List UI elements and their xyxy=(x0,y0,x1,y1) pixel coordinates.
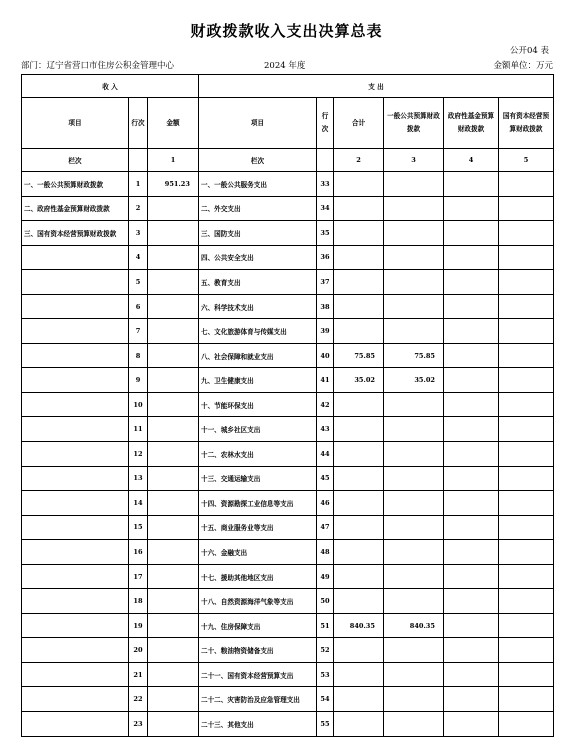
income-item-cell xyxy=(22,564,129,589)
table-row xyxy=(22,172,554,197)
income-item-header: 项目 xyxy=(22,98,129,149)
general-budget-cell xyxy=(384,221,444,246)
income-line-no-cell: 20 xyxy=(129,638,148,663)
state-capital-cell xyxy=(499,270,554,295)
expense-item-cell: 二、外交支出 xyxy=(199,196,317,221)
gov-fund-cell xyxy=(444,343,499,368)
total-cell xyxy=(334,270,384,295)
expense-item-cell: 二十一、国有资本经营预算支出 xyxy=(199,662,317,687)
gov-fund-cell xyxy=(444,613,499,638)
expense-line-no-header: 行次 xyxy=(317,98,334,149)
total-cell xyxy=(334,392,384,417)
income-line-no-cell: 17 xyxy=(129,564,148,589)
expense-line-no-cell: 43 xyxy=(317,417,334,442)
total-cell xyxy=(334,662,384,687)
income-item-cell xyxy=(22,515,129,540)
income-item-cell xyxy=(22,589,129,614)
total-header: 合计 xyxy=(334,98,384,149)
income-line-no-cell: 23 xyxy=(129,712,148,737)
gov-fund-cell xyxy=(444,417,499,442)
expense-item-cell: 十八、自然资源海洋气象等支出 xyxy=(199,589,317,614)
state-capital-cell xyxy=(499,368,554,393)
table-row xyxy=(22,221,554,246)
general-budget-cell xyxy=(384,564,444,589)
general-budget-cell xyxy=(384,540,444,565)
expense-item-cell: 八、社会保障和就业支出 xyxy=(199,343,317,368)
table-row xyxy=(22,613,554,638)
index-1: 1 xyxy=(148,149,199,172)
table-row xyxy=(22,564,554,589)
general-budget-cell xyxy=(384,466,444,491)
form-number: 公开04 表 xyxy=(509,46,549,56)
income-line-no-cell: 21 xyxy=(129,662,148,687)
page-title: 财政拨款收入支出决算总表 xyxy=(190,22,383,40)
total-cell: 75.85 xyxy=(334,343,384,368)
expense-line-no-cell: 51 xyxy=(317,613,334,638)
column-header-row xyxy=(22,98,554,149)
expense-line-no-cell: 34 xyxy=(317,196,334,221)
expense-item-cell: 一、一般公共服务支出 xyxy=(199,172,317,197)
total-cell xyxy=(334,515,384,540)
gov-fund-cell xyxy=(444,319,499,344)
general-budget-cell: 75.85 xyxy=(384,343,444,368)
income-item-cell xyxy=(22,294,129,319)
table-row xyxy=(22,712,554,737)
table-row xyxy=(22,417,554,442)
general-budget-cell: 840.35 xyxy=(384,613,444,638)
income-amount-cell xyxy=(148,245,199,270)
state-capital-cell xyxy=(499,687,554,712)
income-amount-cell: 951.23 xyxy=(148,172,199,197)
total-cell xyxy=(334,319,384,344)
income-item-cell xyxy=(22,270,129,295)
expense-header: 支 出 xyxy=(199,75,554,98)
index-label-right: 栏次 xyxy=(199,149,317,172)
income-line-no-header: 行次 xyxy=(129,98,148,149)
expense-line-no-cell: 48 xyxy=(317,540,334,565)
table-row xyxy=(22,491,554,516)
total-cell xyxy=(334,196,384,221)
total-cell xyxy=(334,221,384,246)
gov-fund-cell xyxy=(444,294,499,319)
total-cell xyxy=(334,417,384,442)
income-amount-cell xyxy=(148,221,199,246)
income-amount-cell xyxy=(148,589,199,614)
expense-item-header: 项目 xyxy=(199,98,317,149)
expense-item-cell: 七、文化旅游体育与传媒支出 xyxy=(199,319,317,344)
index-2: 2 xyxy=(334,149,384,172)
total-cell xyxy=(334,687,384,712)
general-budget-cell xyxy=(384,294,444,319)
expense-line-no-cell: 36 xyxy=(317,245,334,270)
expense-item-cell: 十一、城乡社区支出 xyxy=(199,417,317,442)
state-capital-cell xyxy=(499,712,554,737)
income-item-cell xyxy=(22,638,129,663)
gov-fund-cell xyxy=(444,466,499,491)
index-5: 5 xyxy=(499,149,554,172)
expense-item-cell: 二十、粮油物资储备支出 xyxy=(199,638,317,663)
income-line-no-cell: 8 xyxy=(129,343,148,368)
state-capital-cell xyxy=(499,564,554,589)
gov-fund-cell xyxy=(444,564,499,589)
total-cell xyxy=(334,589,384,614)
income-amount-cell xyxy=(148,294,199,319)
income-amount-cell xyxy=(148,319,199,344)
general-budget-cell xyxy=(384,270,444,295)
general-budget-cell xyxy=(384,712,444,737)
expense-line-no-cell: 49 xyxy=(317,564,334,589)
expense-item-cell: 九、卫生健康支出 xyxy=(199,368,317,393)
income-item-cell xyxy=(22,466,129,491)
general-budget-cell xyxy=(384,638,444,663)
general-budget-cell: 35.02 xyxy=(384,368,444,393)
income-amount-cell xyxy=(148,540,199,565)
income-line-no-cell: 1 xyxy=(129,172,148,197)
expense-item-cell: 十七、援助其他地区支出 xyxy=(199,564,317,589)
table-row xyxy=(22,392,554,417)
income-amount-cell xyxy=(148,564,199,589)
expense-line-no-cell: 37 xyxy=(317,270,334,295)
income-line-no-cell: 12 xyxy=(129,442,148,467)
general-budget-cell xyxy=(384,245,444,270)
income-item-cell xyxy=(22,368,129,393)
total-cell xyxy=(334,638,384,663)
gov-fund-cell xyxy=(444,491,499,516)
income-line-no-cell: 2 xyxy=(129,196,148,221)
expense-item-cell: 六、科学技术支出 xyxy=(199,294,317,319)
income-item-cell xyxy=(22,343,129,368)
department-label: 部门：辽宁省营口市住房公积金管理中心 xyxy=(21,61,175,71)
income-item-cell xyxy=(22,662,129,687)
state-capital-header: 国有资本经营预算财政拨款 xyxy=(499,98,554,149)
total-cell xyxy=(334,491,384,516)
total-cell xyxy=(334,245,384,270)
expense-item-cell: 五、教育支出 xyxy=(199,270,317,295)
table-row xyxy=(22,294,554,319)
expense-item-cell: 十三、交通运输支出 xyxy=(199,466,317,491)
general-budget-cell xyxy=(384,491,444,516)
income-amount-cell xyxy=(148,442,199,467)
expense-item-cell: 十二、农林水支出 xyxy=(199,442,317,467)
section-header-row xyxy=(22,75,554,98)
general-budget-cell xyxy=(384,589,444,614)
income-line-no-cell: 10 xyxy=(129,392,148,417)
state-capital-cell xyxy=(499,515,554,540)
income-line-no-cell: 11 xyxy=(129,417,148,442)
state-capital-cell xyxy=(499,442,554,467)
income-item-cell: 二、政府性基金预算财政拨款 xyxy=(22,196,129,221)
expense-item-cell: 十九、住房保障支出 xyxy=(199,613,317,638)
general-budget-cell xyxy=(384,319,444,344)
gov-fund-cell xyxy=(444,442,499,467)
table-row xyxy=(22,319,554,344)
table-row xyxy=(22,343,554,368)
income-item-cell xyxy=(22,613,129,638)
table-row xyxy=(22,466,554,491)
gov-fund-cell xyxy=(444,662,499,687)
income-amount-cell xyxy=(148,392,199,417)
report-meta xyxy=(21,59,553,71)
state-capital-cell xyxy=(499,540,554,565)
income-item-cell: 一、一般公共预算财政拨款 xyxy=(22,172,129,197)
state-capital-cell xyxy=(499,392,554,417)
income-amount-cell xyxy=(148,613,199,638)
state-capital-cell xyxy=(499,466,554,491)
total-cell xyxy=(334,294,384,319)
income-amount-cell xyxy=(148,368,199,393)
income-item-cell xyxy=(22,491,129,516)
income-item-cell xyxy=(22,245,129,270)
expense-line-no-cell: 35 xyxy=(317,221,334,246)
general-budget-cell xyxy=(384,515,444,540)
gov-fund-cell xyxy=(444,638,499,663)
table-row xyxy=(22,368,554,393)
total-cell xyxy=(334,442,384,467)
income-header: 收 入 xyxy=(22,75,199,98)
gov-fund-cell xyxy=(444,392,499,417)
table-row xyxy=(22,638,554,663)
general-budget-cell xyxy=(384,172,444,197)
income-item-cell xyxy=(22,687,129,712)
income-amount-cell xyxy=(148,515,199,540)
gov-fund-cell xyxy=(444,196,499,221)
expense-line-no-cell: 54 xyxy=(317,687,334,712)
state-capital-cell xyxy=(499,319,554,344)
income-line-no-cell: 15 xyxy=(129,515,148,540)
income-line-no-cell: 4 xyxy=(129,245,148,270)
table-row xyxy=(22,589,554,614)
expense-line-no-cell: 42 xyxy=(317,392,334,417)
general-budget-cell xyxy=(384,687,444,712)
general-budget-header: 一般公共预算财政拨款 xyxy=(384,98,444,149)
expense-item-cell: 十五、商业服务业等支出 xyxy=(199,515,317,540)
expense-line-no-cell: 44 xyxy=(317,442,334,467)
table-row xyxy=(22,196,554,221)
income-line-no-cell: 18 xyxy=(129,589,148,614)
table-row xyxy=(22,442,554,467)
unit-label: 金额单位：万元 xyxy=(493,61,553,71)
expense-line-no-cell: 46 xyxy=(317,491,334,516)
gov-fund-header: 政府性基金预算财政拨款 xyxy=(444,98,499,149)
income-amount-cell xyxy=(148,662,199,687)
income-amount-cell xyxy=(148,343,199,368)
expense-line-no-cell: 55 xyxy=(317,712,334,737)
expense-line-no-cell: 39 xyxy=(317,319,334,344)
total-cell xyxy=(334,712,384,737)
expense-item-cell: 三、国防支出 xyxy=(199,221,317,246)
state-capital-cell xyxy=(499,662,554,687)
gov-fund-cell xyxy=(444,368,499,393)
index-3: 3 xyxy=(384,149,444,172)
income-line-no-cell: 16 xyxy=(129,540,148,565)
income-item-cell xyxy=(22,417,129,442)
income-item-cell xyxy=(22,392,129,417)
gov-fund-cell xyxy=(444,589,499,614)
expense-item-cell: 二十三、其他支出 xyxy=(199,712,317,737)
expense-item-cell: 十四、资源勘探工业信息等支出 xyxy=(199,491,317,516)
table-row xyxy=(22,662,554,687)
expense-item-cell: 十六、金融支出 xyxy=(199,540,317,565)
state-capital-cell xyxy=(499,589,554,614)
income-line-no-cell: 6 xyxy=(129,294,148,319)
expense-line-no-cell: 38 xyxy=(317,294,334,319)
general-budget-cell xyxy=(384,442,444,467)
gov-fund-cell xyxy=(444,221,499,246)
expense-item-cell: 十、节能环保支出 xyxy=(199,392,317,417)
state-capital-cell xyxy=(499,196,554,221)
income-amount-cell xyxy=(148,687,199,712)
income-item-cell xyxy=(22,442,129,467)
state-capital-cell xyxy=(499,417,554,442)
total-cell xyxy=(334,172,384,197)
index-4: 4 xyxy=(444,149,499,172)
income-amount-cell xyxy=(148,196,199,221)
gov-fund-cell xyxy=(444,172,499,197)
column-index-row xyxy=(22,149,554,172)
index-empty-cell xyxy=(129,149,148,172)
expense-line-no-cell: 41 xyxy=(317,368,334,393)
gov-fund-cell xyxy=(444,712,499,737)
table-row xyxy=(22,270,554,295)
income-amount-cell xyxy=(148,270,199,295)
index-empty-cell xyxy=(317,149,334,172)
state-capital-cell xyxy=(499,343,554,368)
year-label: 2024 年度 xyxy=(264,61,306,71)
state-capital-cell xyxy=(499,221,554,246)
income-line-no-cell: 3 xyxy=(129,221,148,246)
income-line-no-cell: 5 xyxy=(129,270,148,295)
table-row xyxy=(22,515,554,540)
income-amount-cell xyxy=(148,466,199,491)
total-cell xyxy=(334,540,384,565)
income-amount-cell xyxy=(148,491,199,516)
income-line-no-cell: 19 xyxy=(129,613,148,638)
expense-item-cell: 二十二、灾害防治及应急管理支出 xyxy=(199,687,317,712)
expense-line-no-cell: 47 xyxy=(317,515,334,540)
income-item-cell xyxy=(22,712,129,737)
gov-fund-cell xyxy=(444,245,499,270)
income-line-no-cell: 7 xyxy=(129,319,148,344)
general-budget-cell xyxy=(384,662,444,687)
table-row xyxy=(22,687,554,712)
total-cell xyxy=(334,466,384,491)
expense-line-no-cell: 52 xyxy=(317,638,334,663)
income-item-cell: 三、国有资本经营预算财政拨款 xyxy=(22,221,129,246)
state-capital-cell xyxy=(499,491,554,516)
state-capital-cell xyxy=(499,172,554,197)
income-amount-cell xyxy=(148,417,199,442)
state-capital-cell xyxy=(499,613,554,638)
expense-line-no-cell: 53 xyxy=(317,662,334,687)
income-line-no-cell: 9 xyxy=(129,368,148,393)
table-row xyxy=(22,245,554,270)
income-amount-header: 金额 xyxy=(148,98,199,149)
general-budget-cell xyxy=(384,417,444,442)
gov-fund-cell xyxy=(444,515,499,540)
expense-line-no-cell: 40 xyxy=(317,343,334,368)
general-budget-cell xyxy=(384,392,444,417)
income-item-cell xyxy=(22,540,129,565)
expense-line-no-cell: 50 xyxy=(317,589,334,614)
income-amount-cell xyxy=(148,712,199,737)
total-cell: 840.35 xyxy=(334,613,384,638)
expense-item-cell: 四、公共安全支出 xyxy=(199,245,317,270)
income-line-no-cell: 13 xyxy=(129,466,148,491)
fiscal-summary-table xyxy=(21,74,554,737)
total-cell: 35.02 xyxy=(334,368,384,393)
state-capital-cell xyxy=(499,638,554,663)
state-capital-cell xyxy=(499,294,554,319)
gov-fund-cell xyxy=(444,270,499,295)
gov-fund-cell xyxy=(444,540,499,565)
income-item-cell xyxy=(22,319,129,344)
gov-fund-cell xyxy=(444,687,499,712)
general-budget-cell xyxy=(384,196,444,221)
state-capital-cell xyxy=(499,245,554,270)
income-line-no-cell: 14 xyxy=(129,491,148,516)
index-label-left: 栏次 xyxy=(22,149,129,172)
income-line-no-cell: 22 xyxy=(129,687,148,712)
income-amount-cell xyxy=(148,638,199,663)
expense-line-no-cell: 45 xyxy=(317,466,334,491)
table-row xyxy=(22,540,554,565)
expense-line-no-cell: 33 xyxy=(317,172,334,197)
total-cell xyxy=(334,564,384,589)
